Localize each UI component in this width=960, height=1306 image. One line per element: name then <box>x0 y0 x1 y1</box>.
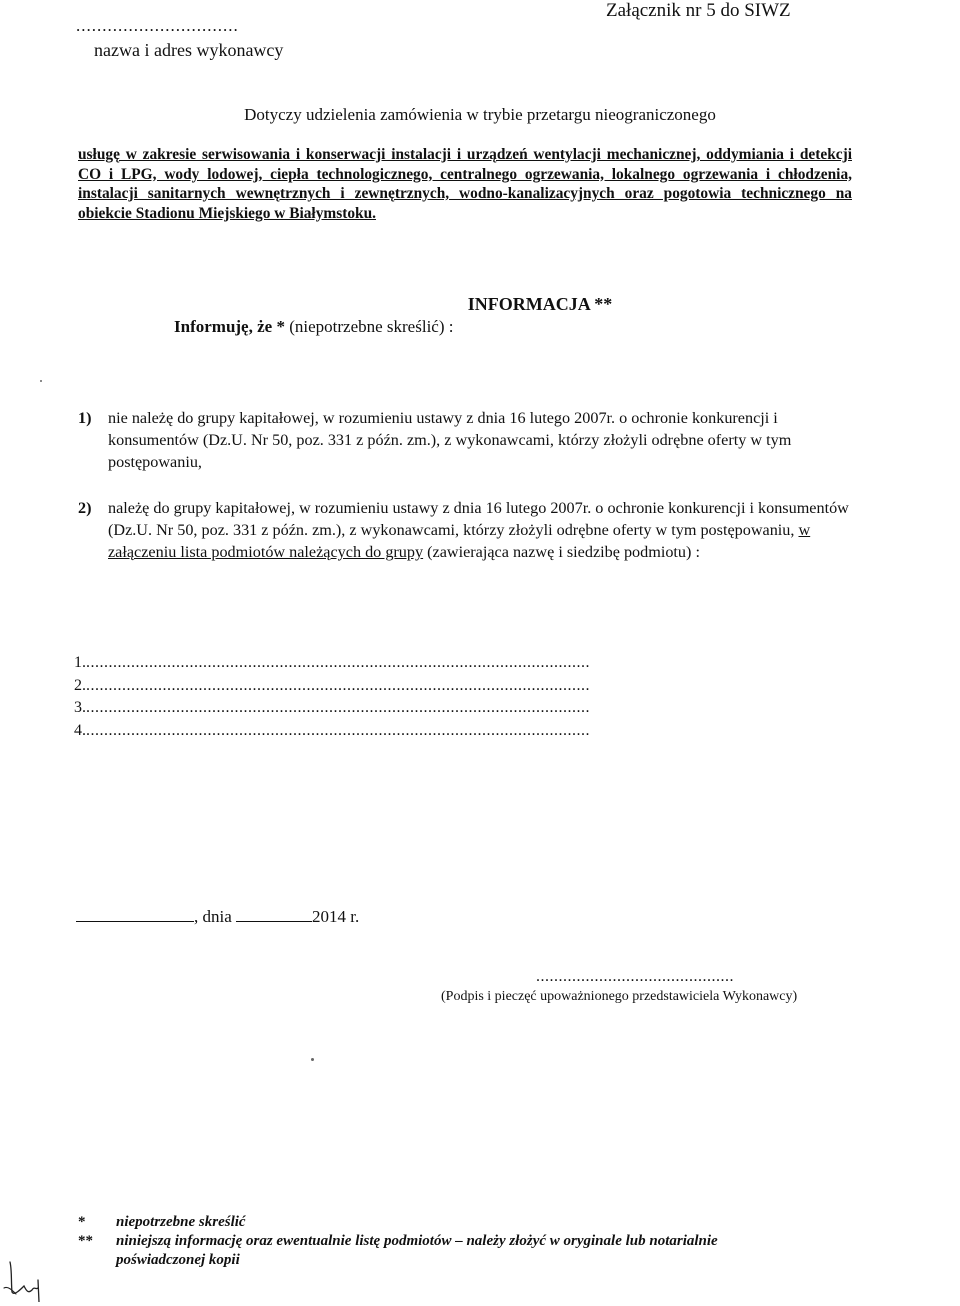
option-number: 2) <box>78 499 92 517</box>
inform-lead: Informuję, że * <box>174 317 285 336</box>
option-text-part: (zawierająca nazwę i siedzibę podmiotu) : <box>423 543 700 561</box>
inform-note: (niepotrzebne skreślić) : <box>284 317 454 336</box>
list-item-dots: ................................................................................................................ <box>86 676 590 694</box>
list-item-number: 2. <box>74 676 86 694</box>
list-item-dots: ................................................................................................................ <box>86 654 590 671</box>
option-text: nie należę do grupy kapitałowej, w rozumieniu ustawy z dnia 16 lutego 2007r. o ochronie konkurencji i konsumentów (Dz.U. Nr 50, poz. 331 z późn. zm.), z wykonawcami, którzy złożyli odrębne oferty w tym postępowaniu, <box>108 409 792 471</box>
entity-list <box>74 652 590 742</box>
signature-dotted-line: ............................................ <box>536 968 734 985</box>
list-item-number: 3. <box>74 699 86 716</box>
option-1 <box>78 407 858 473</box>
list-item <box>74 675 590 698</box>
list-item <box>74 652 590 675</box>
list-item-number: 4. <box>74 721 86 739</box>
option-text-part: należę do grupy kapitałowej, w rozumieniu ustawy z dnia 16 lutego 2007r. o ochronie konkurencji i konsumentów (Dz.U. Nr 50, poz. 331 z późn. zm.), z wykonawcami, którzy złożyli odrębne oferty w tym postępowaniu, <box>108 499 849 539</box>
footnote <box>78 1251 718 1270</box>
footnotes <box>78 1213 718 1270</box>
place-blank <box>76 907 194 922</box>
option-number: 1) <box>78 409 92 427</box>
list-item-number: 1. <box>74 654 86 671</box>
inform-line <box>174 317 453 337</box>
footnote-text: poświadczonej kopii <box>116 1252 240 1268</box>
footnote-text: niepotrzebne skreślić <box>116 1214 246 1230</box>
annex-label: Załącznik nr 5 do SIWZ <box>606 0 791 21</box>
scan-speck <box>40 380 42 382</box>
contractor-label: nazwa i adres wykonawcy <box>94 40 284 60</box>
list-item <box>74 720 590 743</box>
option-text <box>108 497 858 563</box>
document-title: INFORMACJA ** <box>467 294 613 314</box>
place-date-line <box>76 907 359 927</box>
date-blank <box>236 907 312 922</box>
list-item <box>74 697 590 720</box>
list-item-dots: ................................................................................................................ <box>86 721 590 739</box>
footnote <box>78 1232 718 1251</box>
contractor-dotted-line: ............................... <box>76 16 239 35</box>
subject-text: usługę w zakresie serwisowania i konserwacji instalacji i urządzeń wentylacji mechanicznej, oddymiania i detekcji CO i LPG, wody lodowej, ciepła technologicznego, centralnego ogrzewania, lokalnego ogrzewania i chłodzenia, instalacji sanitarnych wewnętrznych i zewnętrznych, wodno-kanalizacyjnych oraz pogotowia technicznego na obiekcie Stadionu Miejskiego w Białymstoku. <box>78 146 852 222</box>
subject-intro: Dotyczy udzielenia zamówienia w trybie przetargu nieograniczonego <box>244 105 716 124</box>
scan-speck <box>311 1058 314 1061</box>
handwritten-initials <box>2 1260 42 1302</box>
footnote-mark: * <box>78 1214 86 1230</box>
footnote-text: niniejszą informację oraz ewentualnie listę podmiotów – należy złożyć w oryginale lub notarialnie <box>116 1233 718 1249</box>
option-text-underlined: w załączeniu lista podmiotów należących do grupy <box>108 521 811 561</box>
footnote-mark: ** <box>78 1233 93 1249</box>
year-label: 2014 r. <box>312 907 360 926</box>
option-2 <box>78 497 858 563</box>
signature-label: (Podpis i pieczęć upoważnionego przedstawiciela Wykonawcy) <box>441 989 798 1004</box>
footnote <box>78 1213 718 1232</box>
dnia-label: , dnia <box>194 907 232 926</box>
list-item-dots: ................................................................................................................ <box>86 699 590 716</box>
